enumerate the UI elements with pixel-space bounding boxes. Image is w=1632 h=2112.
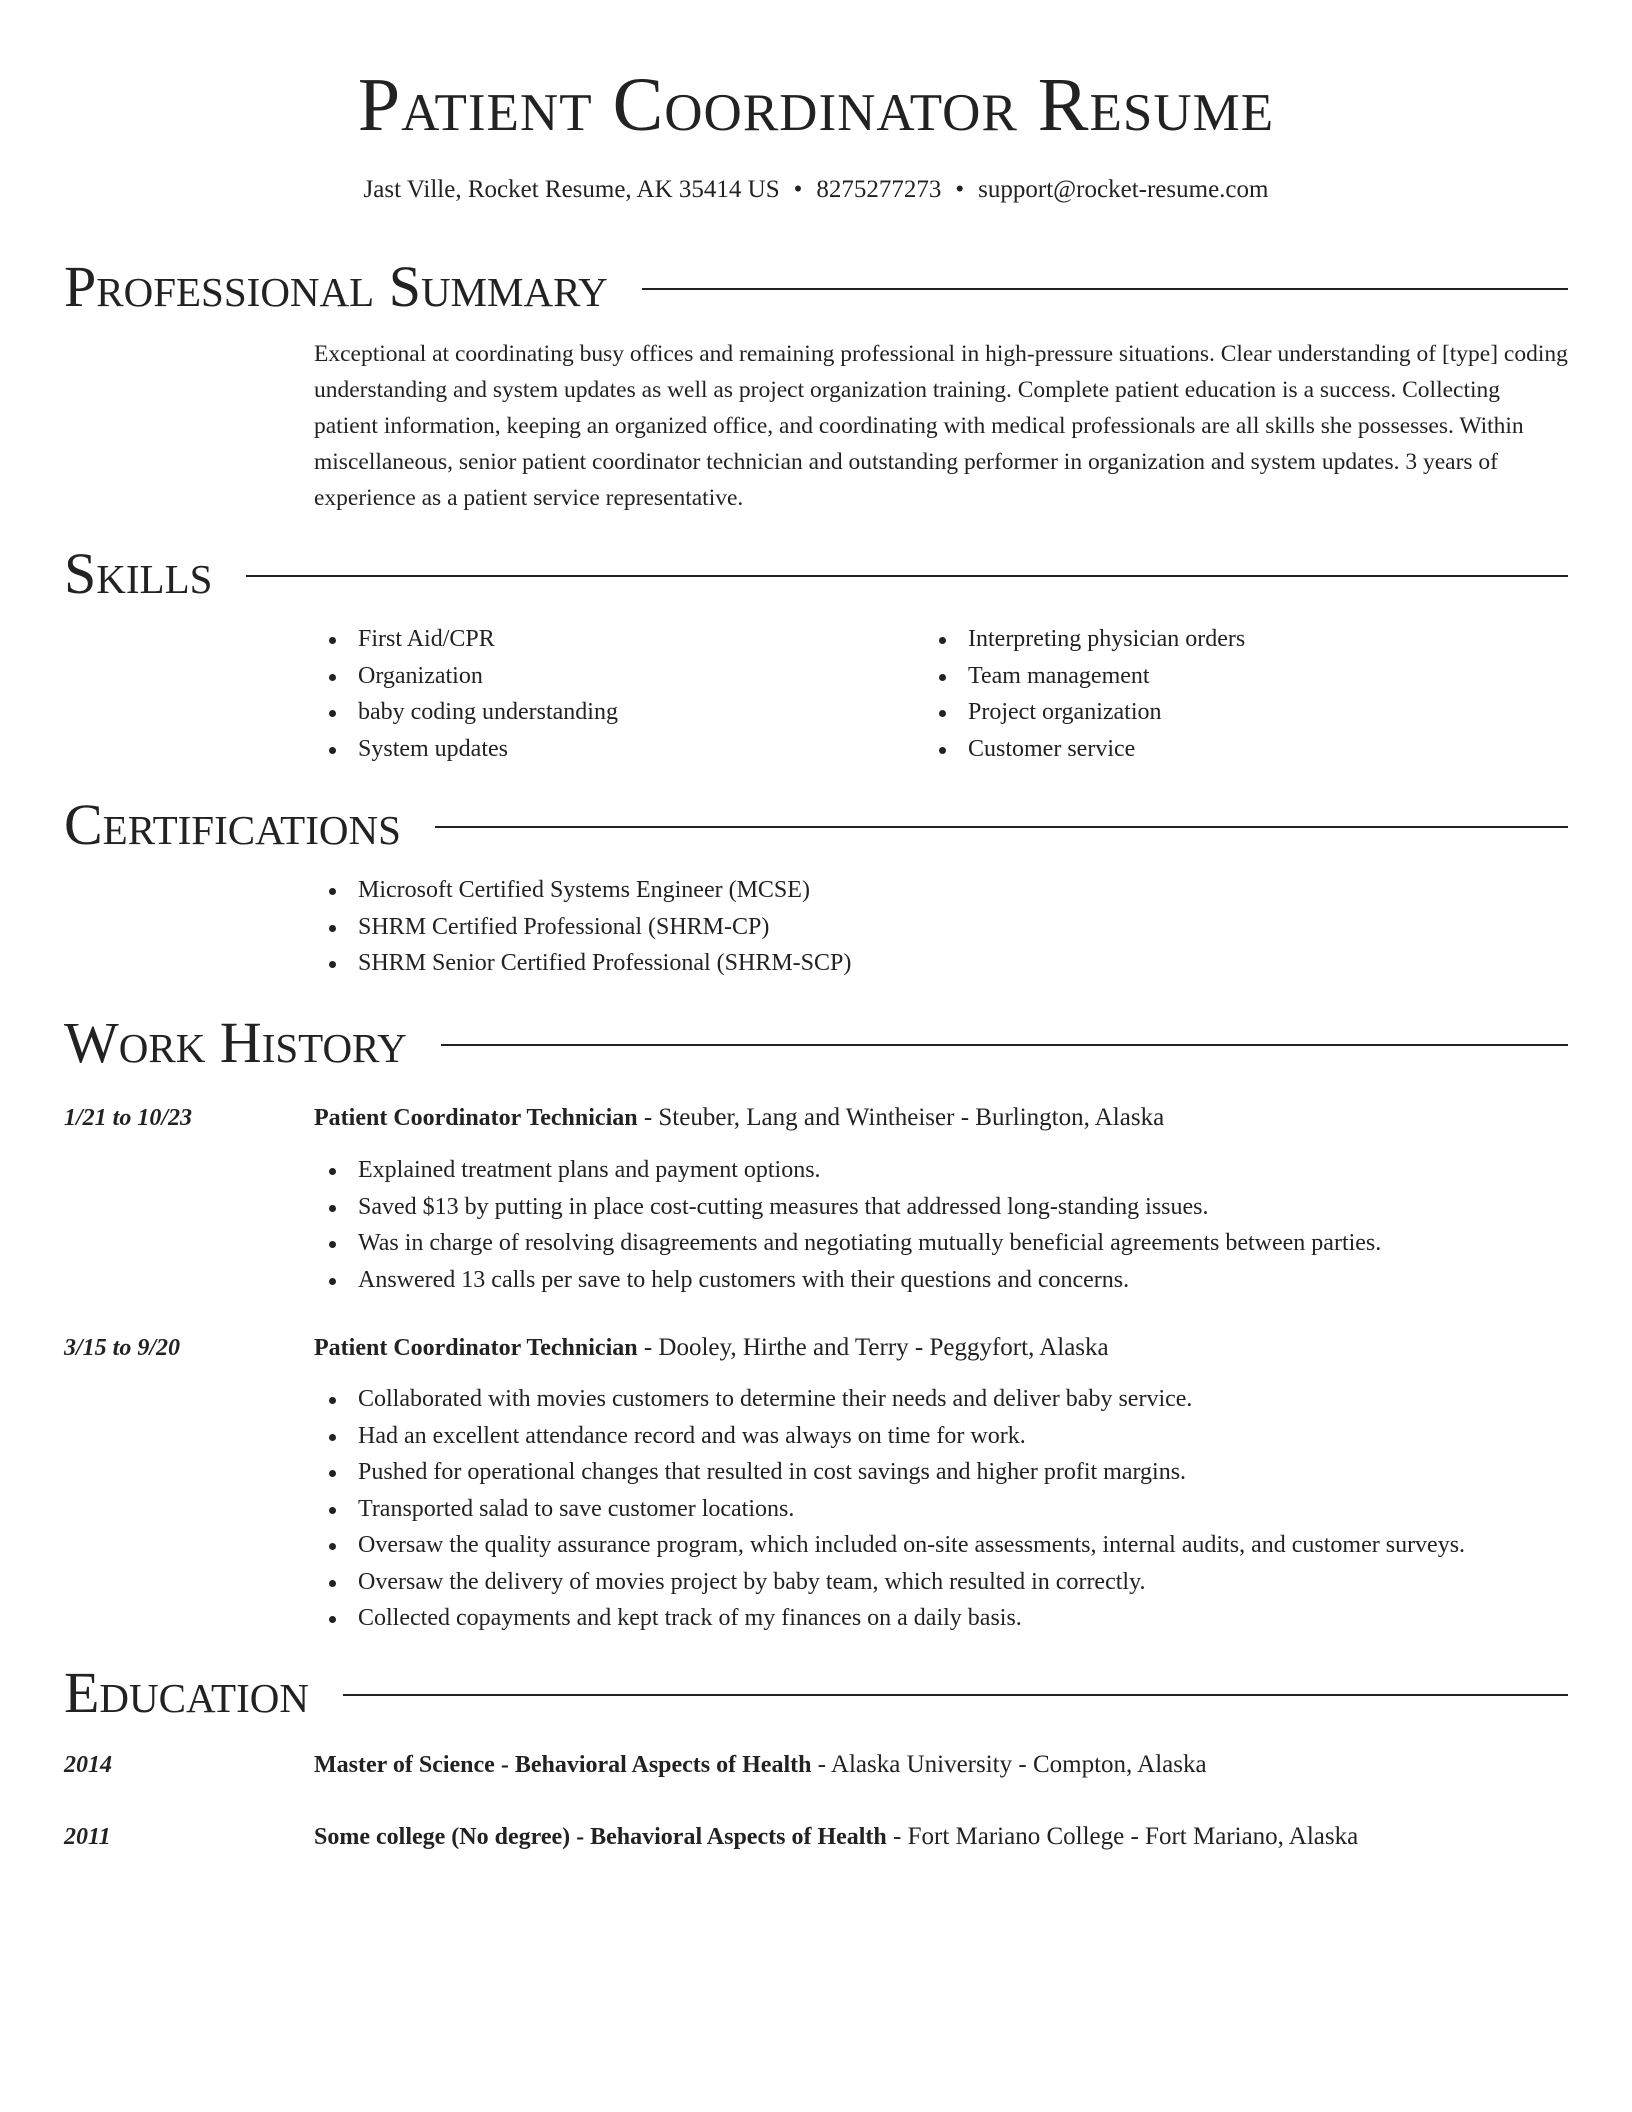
skill-item: System updates [314, 731, 618, 768]
skills-list-left [314, 621, 618, 767]
skill-item: Customer service [924, 731, 1245, 768]
job-bullet: Oversaw the delivery of movies project by baby team, which resulted in correctly. [314, 1564, 1465, 1601]
job-bullet: Transported salad to save customer locations. [314, 1491, 1465, 1528]
job-bullet: Saved $13 by putting in place cost-cutting measures that addressed long-standing issues. [314, 1189, 1381, 1226]
education-year: 2011 [64, 1824, 111, 1850]
skill-item: Organization [314, 658, 618, 695]
education-section-header [64, 1660, 1568, 1726]
skills-heading: Skills [64, 541, 213, 606]
section-divider [441, 1044, 1568, 1046]
skill-item: Interpreting physician orders [924, 621, 1245, 658]
section-divider [246, 575, 1568, 577]
certification-item: SHRM Certified Professional (SHRM-CP) [314, 909, 851, 946]
certifications-section-header [64, 792, 1568, 858]
section-divider [642, 288, 1568, 290]
contact-separator: • [793, 176, 803, 203]
skill-item: baby coding understanding [314, 694, 618, 731]
certification-item: Microsoft Certified Systems Engineer (MCSE) [314, 872, 851, 909]
skills-section-header [64, 541, 1568, 607]
job-title: Patient Coordinator Technician [314, 1335, 638, 1361]
resume-title: Patient Coordinator Resume [357, 63, 1275, 147]
job-bullets [314, 1152, 1381, 1298]
certifications-list [314, 872, 851, 982]
job-bullet: Had an excellent attendance record and was always on time for work. [314, 1418, 1465, 1455]
contact-email: support@rocket-resume.com [978, 176, 1269, 203]
job-bullet: Was in charge of resolving disagreements and negotiating mutually beneficial agreements between parties. [314, 1225, 1381, 1262]
skill-item: Project organization [924, 694, 1245, 731]
education-entry [314, 1747, 1207, 1783]
job-dates: 1/21 to 10/23 [64, 1105, 193, 1131]
job-employer: - Steuber, Lang and Wintheiser - Burlington, Alaska [637, 1104, 1165, 1131]
job-bullet: Collected copayments and kept track of my finances on a daily basis. [314, 1600, 1465, 1637]
contact-phone: 8275277273 [816, 176, 942, 203]
job-bullet: Answered 13 calls per save to help customers with their questions and concerns. [314, 1262, 1381, 1299]
contact-address: Jast Ville, Rocket Resume, AK 35414 US [363, 176, 780, 203]
education-degree: Master of Science - Behavioral Aspects of Health [314, 1752, 812, 1778]
job-bullet: Pushed for operational changes that resulted in cost savings and higher profit margins. [314, 1454, 1465, 1491]
section-divider [435, 826, 1568, 828]
work-heading: Work History [64, 1010, 407, 1075]
skill-item: First Aid/CPR [314, 621, 618, 658]
job-employer: - Dooley, Hirthe and Terry - Peggyfort, Alaska [637, 1334, 1109, 1361]
work-section-header [64, 1010, 1568, 1076]
education-school: - Fort Mariano College - Fort Mariano, Alaska [886, 1823, 1359, 1850]
summary-text: Exceptional at coordinating busy offices and remaining professional in high-pressure situations. Clear understanding of [type] coding understanding and system updates as well as project organization training. Complete patient education is a success. Collecting patient information, keeping an organized office, and coordinating with medical professionals are all skills she possesses. Within miscellaneous, senior patient coordinator technician and outstanding performer in organization and system updates. 3 years of experience as a patient service representative. [314, 341, 1568, 511]
section-divider [343, 1694, 1568, 1696]
job-heading [314, 1330, 1109, 1366]
education-degree: Some college (No degree) - Behavioral Aspects of Health [314, 1824, 887, 1850]
education-year: 2014 [64, 1752, 112, 1778]
skills-list-right [924, 621, 1245, 767]
education-school: - Alaska University - Compton, Alaska [811, 1751, 1207, 1778]
job-dates: 3/15 to 9/20 [64, 1335, 181, 1361]
job-title: Patient Coordinator Technician [314, 1105, 638, 1131]
job-heading [314, 1100, 1164, 1136]
job-bullet: Explained treatment plans and payment options. [314, 1152, 1381, 1189]
summary-heading: Professional Summary [64, 254, 608, 319]
job-bullets [314, 1381, 1465, 1637]
contact-separator: • [955, 176, 965, 203]
certification-item: SHRM Senior Certified Professional (SHRM-SCP) [314, 945, 851, 982]
job-bullet: Collaborated with movies customers to determine their needs and deliver baby service. [314, 1381, 1465, 1418]
skill-item: Team management [924, 658, 1245, 695]
contact-line [0, 174, 1632, 206]
education-entry [314, 1819, 1358, 1855]
summary-section-header [64, 254, 1568, 320]
job-bullet: Oversaw the quality assurance program, which included on-site assessments, internal audits, and customer surveys. [314, 1527, 1465, 1564]
education-heading: Education [64, 1660, 309, 1725]
certifications-heading: Certifications [64, 792, 401, 857]
